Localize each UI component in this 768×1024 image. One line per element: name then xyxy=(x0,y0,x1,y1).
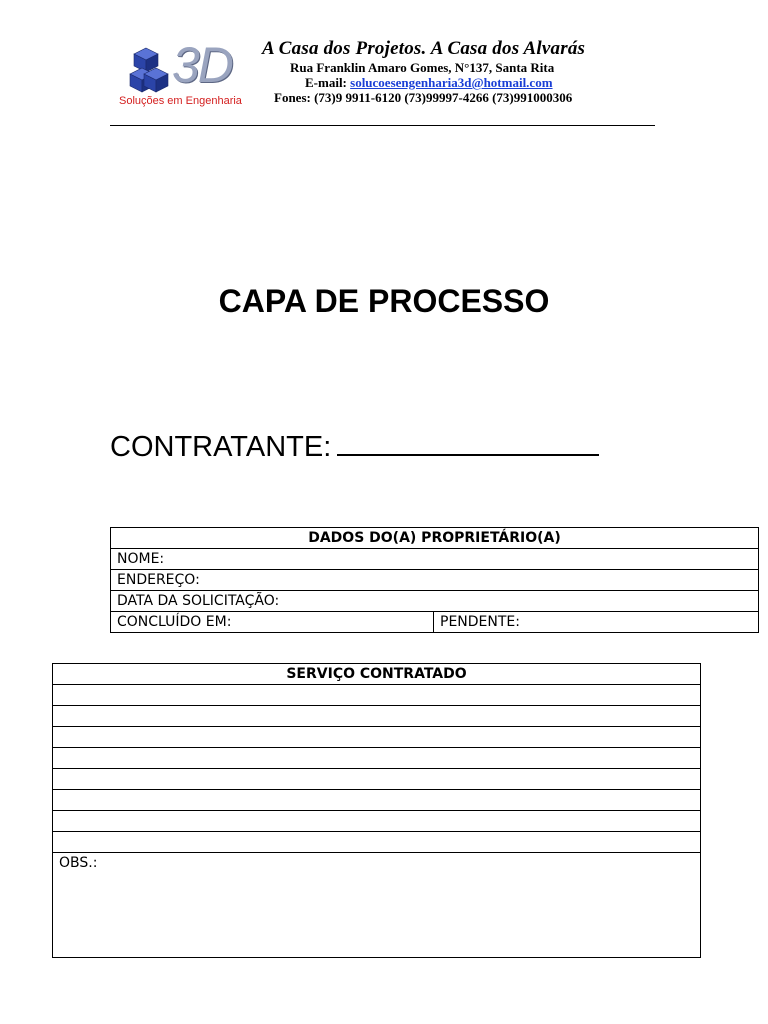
contratante-label: CONTRATANTE: xyxy=(110,431,332,463)
contratante-line xyxy=(110,430,599,464)
pending-label: PENDENTE: xyxy=(440,614,520,630)
service-row[interactable] xyxy=(53,706,701,727)
company-email-line xyxy=(305,75,662,90)
company-phones: Fones: (73)9 9911-6120 (73)99997-4266 (73)991000306 xyxy=(274,90,573,105)
email-label: E-mail: xyxy=(305,75,347,90)
company-header xyxy=(262,38,662,105)
service-row[interactable] xyxy=(53,832,701,853)
request-date-label: DATA DA SOLICITAÇÃO: xyxy=(117,593,280,609)
owner-address-field[interactable] xyxy=(111,570,759,591)
obs-label: OBS.: xyxy=(59,855,98,871)
service-row[interactable] xyxy=(53,685,701,706)
owner-address-label: ENDEREÇO: xyxy=(117,572,200,588)
service-row[interactable] xyxy=(53,769,701,790)
service-row[interactable] xyxy=(53,748,701,769)
contratante-blank[interactable] xyxy=(337,430,599,456)
company-address: Rua Franklin Amaro Gomes, N°137, Santa Rita xyxy=(290,60,555,75)
completed-label: CONCLUÍDO EM: xyxy=(117,614,232,630)
completed-field[interactable] xyxy=(111,612,434,633)
page-title: CAPA DE PROCESSO xyxy=(218,283,550,319)
owner-table-heading: DADOS DO(A) PROPRIETÁRIO(A) xyxy=(111,528,759,549)
email-link[interactable]: solucoesengenharia3d@hotmail.com xyxy=(350,75,553,90)
owner-data-table xyxy=(110,527,759,633)
header-divider xyxy=(110,125,655,126)
service-row[interactable] xyxy=(53,811,701,832)
owner-name-label: NOME: xyxy=(117,551,165,567)
obs-field[interactable] xyxy=(53,853,701,958)
logo-3d-text: 3D xyxy=(172,37,232,93)
logo-tagline: Soluções em Engenharia xyxy=(119,95,242,107)
company-slogan: A Casa dos Projetos. A Casa dos Alvarás xyxy=(262,38,586,59)
company-logo xyxy=(110,37,265,110)
service-row[interactable] xyxy=(53,727,701,748)
owner-name-field[interactable] xyxy=(111,549,759,570)
pending-field[interactable] xyxy=(434,612,759,633)
service-table xyxy=(52,663,701,958)
service-row[interactable] xyxy=(53,790,701,811)
request-date-field[interactable] xyxy=(111,591,759,612)
service-table-heading: SERVIÇO CONTRATADO xyxy=(53,664,701,685)
